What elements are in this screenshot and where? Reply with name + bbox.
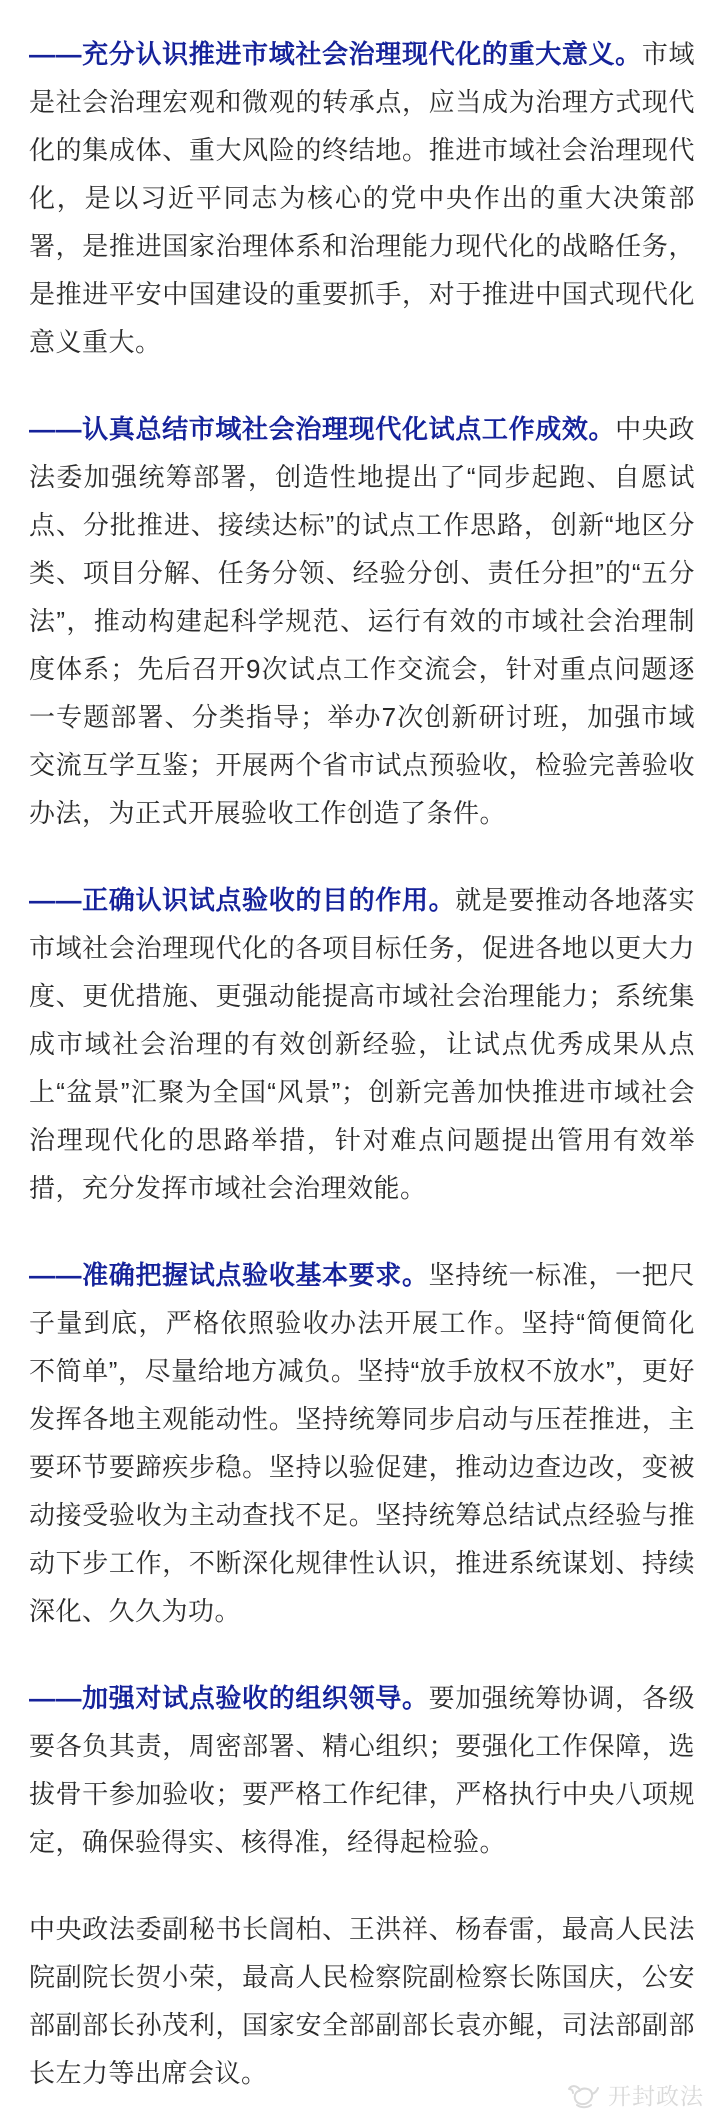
paragraph-5-lead: ——加强对试点验收的组织领导。 bbox=[29, 1683, 429, 1713]
paragraph-3-lead: ——正确认识试点验收的目的作用。 bbox=[29, 885, 456, 915]
paragraph-3-text: 就是要推动各地落实市域社会治理现代化的各项目标任务，促进各地以更大力度、更优措施、更强动能提高市域社会治理能力；系统集成市域社会治理的有效创新经验，让试点优秀成果从点上“盆景”汇聚为全国“风景”；创新完善加快推进市域社会治理现代化的思路举措，针对难点问题提出管用有效举措，充分发挥市域社会治理效能。 bbox=[29, 885, 695, 1203]
watermark-text: 开封政法 bbox=[608, 2083, 704, 2109]
paragraph-2 bbox=[29, 405, 695, 837]
closing-paragraph bbox=[29, 1905, 695, 2097]
paragraph-2-text: 中央政法委加强统筹部署，创造性地提出了“同步起跑、自愿试点、分批推进、接续达标”的试点工作思路，创新“地区分类、项目分解、任务分领、经验分创、责任分担”的“五分法”，推动构建起科学规范、运行有效的市域社会治理制度体系；先后召开9次试点工作交流会，针对重点问题逐一专题部署、分类指导；举办7次创新研讨班，加强市域交流互学互鉴；开展两个省市试点预验收，检验完善验收办法，为正式开展验收工作创造了条件。 bbox=[29, 414, 695, 828]
watermark bbox=[567, 2078, 704, 2111]
paragraph-1 bbox=[29, 30, 695, 366]
paragraph-5-text: 要加强统筹协调，各级要各负其责，周密部署、精心组织；要强化工作保障，选拔骨干参加验收；要严格工作纪律，严格执行中央八项规定，确保验得实、核得准，经得起检验。 bbox=[29, 1683, 695, 1857]
dove-logo-icon bbox=[567, 2081, 601, 2109]
paragraph-1-text: 市域是社会治理宏观和微观的转承点，应当成为治理方式现代化的集成体、重大风险的终结地。推进市域社会治理现代化，是以习近平同志为核心的党中央作出的重大决策部署，是推进国家治理体系和治理能力现代化的战略任务，是推进平安中国建设的重要抓手，对于推进中国式现代化意义重大。 bbox=[29, 39, 695, 357]
paragraph-1-lead: ——充分认识推进市域社会治理现代化的重大意义。 bbox=[29, 39, 642, 69]
paragraph-3 bbox=[29, 876, 695, 1212]
paragraph-5 bbox=[29, 1674, 695, 1866]
paragraph-4-lead: ——准确把握试点验收基本要求。 bbox=[29, 1260, 429, 1290]
closing-paragraph-text: 中央政法委副秘书长訚柏、王洪祥、杨春雷，最高人民法院副院长贺小荣，最高人民检察院副检察长陈国庆，公安部副部长孙茂利，国家安全部副部长袁亦鲲，司法部副部长左力等出席会议。 bbox=[29, 1914, 695, 2088]
paragraph-4-text: 坚持统一标准，一把尺子量到底，严格依照验收办法开展工作。坚持“简便简化不简单”，尽量给地方减负。坚持“放手放权不放水”，更好发挥各地主观能动性。坚持统筹同步启动与压茬推进，主要环节要蹄疾步稳。坚持以验促建，推动边查边改，变被动接受验收为主动查找不足。坚持统筹总结试点经验与推动下步工作，不断深化规律性认识，推进系统谋划、持续深化、久久为功。 bbox=[29, 1260, 695, 1626]
paragraph-2-lead: ——认真总结市域社会治理现代化试点工作成效。 bbox=[29, 414, 616, 444]
paragraph-4 bbox=[29, 1251, 695, 1635]
